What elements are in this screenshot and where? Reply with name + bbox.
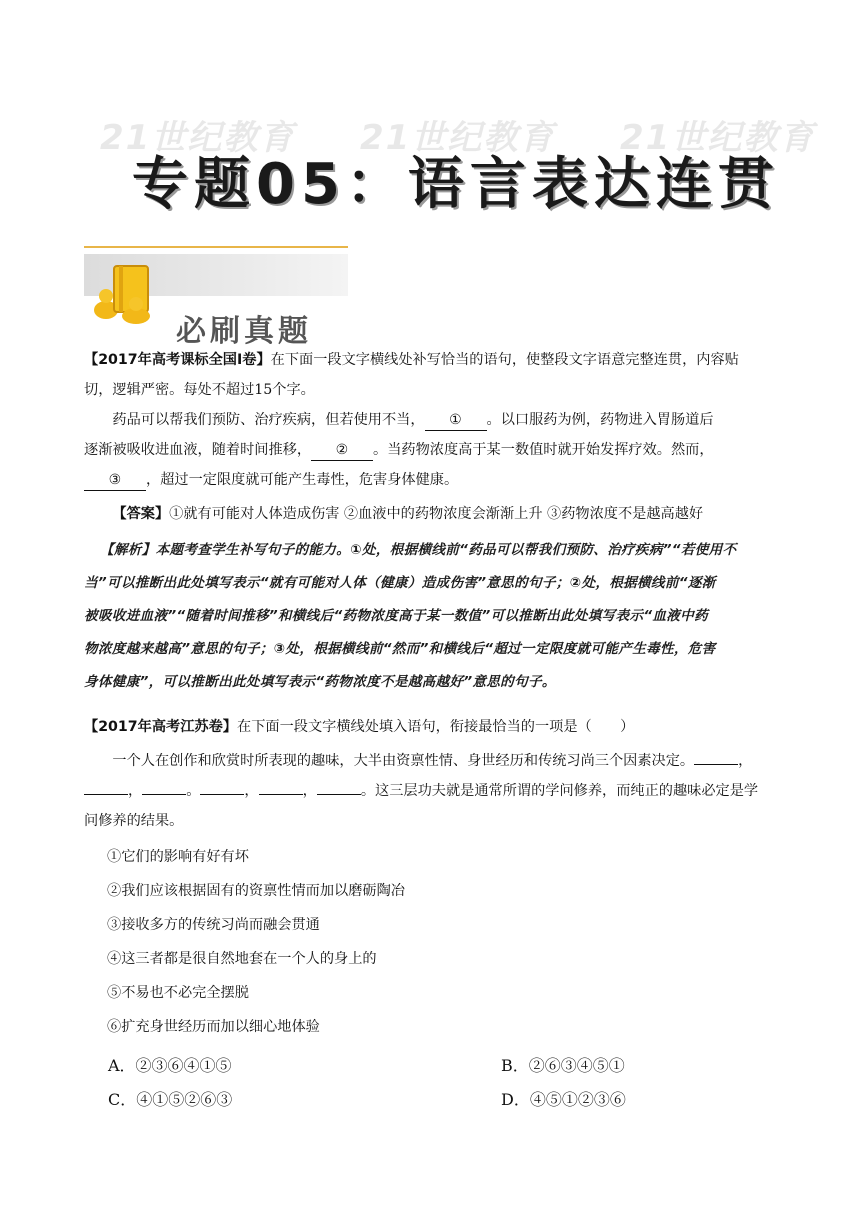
passage-text: 。这三层功夫就是通常所谓的学问修养，而纯正的趣味必定是学 <box>360 783 759 799</box>
question-prompt: 切，逻辑严密。每处不超过15个字。 <box>84 382 315 398</box>
question-2 <box>84 712 796 1044</box>
divider <box>84 246 348 248</box>
option-b[interactable]: B．②⑥③④⑤① <box>501 1056 625 1075</box>
book-icon <box>92 262 158 326</box>
option-d[interactable]: D．④⑤①②③⑥ <box>501 1090 626 1109</box>
blank <box>84 794 128 795</box>
page-title: 专题05：语言表达连贯 <box>132 152 780 217</box>
watermark-text: 21世纪教育 <box>620 118 816 158</box>
list-item: ①它们的影响有好有坏 <box>107 849 249 865</box>
passage-text: 问修养的结果。 <box>84 813 184 829</box>
passage-text: 。以口服药为例，药物进入胃肠道后 <box>486 412 714 428</box>
analysis-text: 本题考查学生补写句子的能力。①处，根据横线前“药品可以帮我们预防、治疗疾病”“若使用不 <box>155 542 737 558</box>
passage-text: 。当药物浓度高于某一数值时就开始发挥疗效。然而， <box>373 442 714 458</box>
punctuation: ， <box>128 783 143 799</box>
blank <box>694 764 738 765</box>
list-item: ⑥扩充身世经历而加以细心地体验 <box>107 1019 320 1035</box>
passage-text: 逐渐被吸收进血液，随着时间推移， <box>84 442 312 458</box>
option-a[interactable]: A．②③⑥④①⑤ <box>108 1056 232 1075</box>
watermark-text: 21世纪教育 <box>100 118 296 158</box>
analysis-text: 被吸收进血液”“随着时间推移”和横线后“药物浓度高于某一数值”可以推断出此处填写表示“血液中药 <box>84 608 708 624</box>
watermark-text: 21世纪教育 <box>360 118 556 158</box>
punctuation: ， <box>244 783 259 799</box>
passage-text: 一个人在创作和欣赏时所表现的趣味，大半由资禀性情、身世经历和传统习尚三个因素决定。 <box>112 753 695 769</box>
passage-text: 药品可以帮我们预防、治疗疾病，但若使用不当， <box>112 412 425 428</box>
question-source: 【2017年高考课标全国Ⅰ卷】 <box>84 352 271 368</box>
punctuation: ， <box>302 783 317 799</box>
analysis-text: 当”可以推断出此处填写表示“就有可能对人体（健康）造成伤害”意思的句子；②处，根据横线前“逐渐 <box>84 575 716 591</box>
list-item: ④这三者都是很自然地套在一个人的身上的 <box>107 951 377 967</box>
analysis-block <box>84 534 796 699</box>
section-label: 必刷真题 <box>176 314 312 349</box>
blank-1: ① <box>425 410 487 431</box>
blank <box>142 794 186 795</box>
list-item: ②我们应该根据固有的资禀性情而加以磨砺陶冶 <box>107 883 405 899</box>
question-1 <box>84 345 796 529</box>
question-source: 【2017年高考江苏卷】 <box>84 719 237 735</box>
option-c[interactable]: C．④①⑤②⑥③ <box>108 1090 233 1109</box>
blank <box>259 794 303 795</box>
blank <box>317 794 361 795</box>
blank <box>200 794 244 795</box>
list-item: ③接收多方的传统习尚而融会贯通 <box>107 917 320 933</box>
punctuation: ， <box>738 753 753 769</box>
analysis-text: 物浓度越来越高”意思的句子；③处，根据横线前“然而”和横线后“超过一定限度就可能产生毒性，危害 <box>84 641 716 657</box>
analysis-label: 【解析】 <box>100 542 156 558</box>
list-item: ⑤不易也不必完全摆脱 <box>107 985 249 1001</box>
blank-2: ② <box>311 440 373 461</box>
answer-label: 【答案】 <box>112 506 170 522</box>
passage-text: ，超过一定限度就可能产生毒性，危害身体健康。 <box>146 472 459 488</box>
blank-3: ③ <box>84 470 146 491</box>
analysis-text: 身体健康”，可以推断出此处填写表示“药物浓度不是越高越好”意思的句子。 <box>84 674 556 690</box>
question-prompt: 在下面一段文字横线处补写恰当的语句，使整段文字语意完整连贯，内容贴 <box>270 352 739 368</box>
punctuation: 。 <box>186 783 201 799</box>
question-prompt: 在下面一段文字横线处填入语句，衔接最恰当的一项是（ ） <box>237 719 635 735</box>
answer-text: ①就有可能对人体造成伤害 ②血液中的药物浓度会渐渐上升 ③药物浓度不是越高越好 <box>169 506 704 522</box>
